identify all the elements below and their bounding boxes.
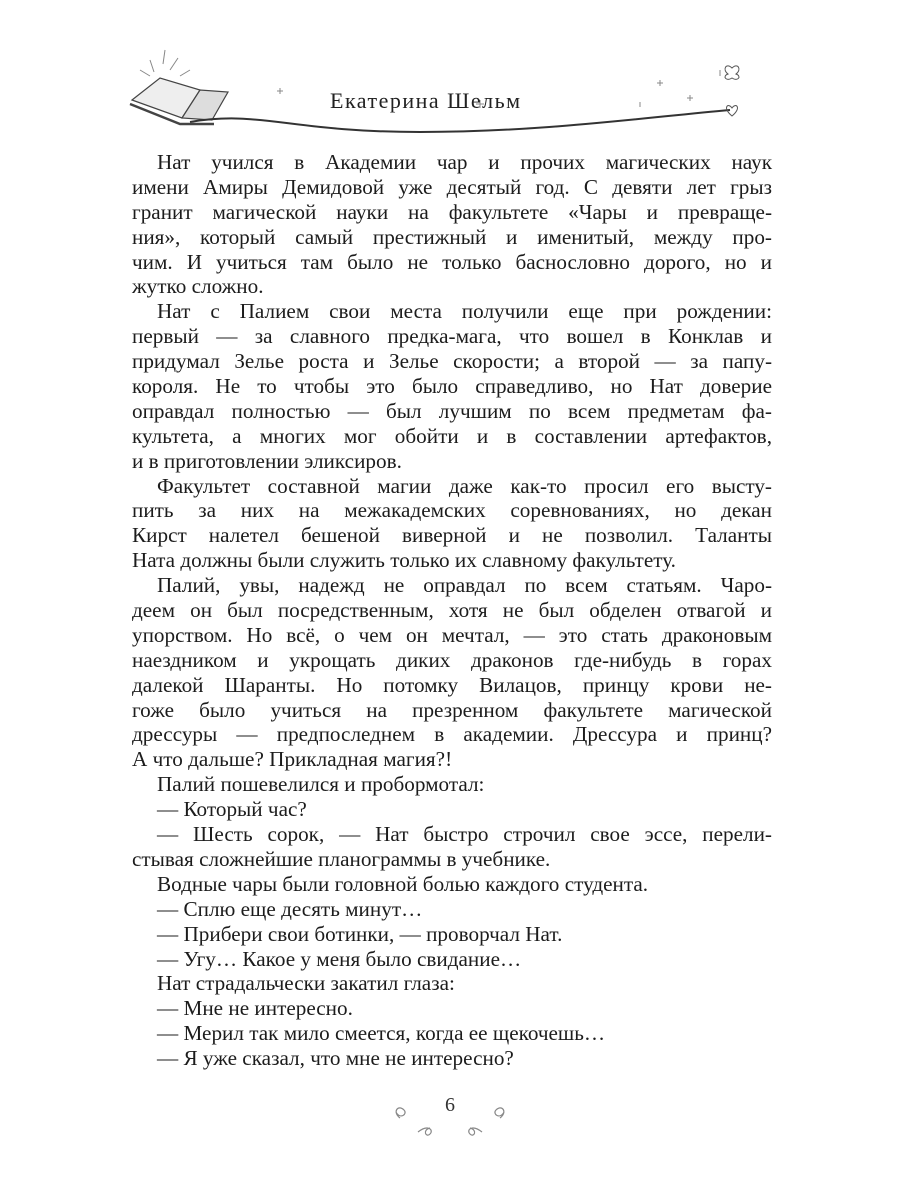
text-line: короля. Не то чтобы это было справедливо, но Нат доверие — [132, 374, 772, 399]
paragraph — [132, 872, 772, 897]
page-number: 6 — [445, 1094, 455, 1116]
text-line: Палий пошевелился и пробормотал: — [157, 772, 485, 797]
text-line: Нат с Палием свои места получили еще при рождении: — [157, 299, 772, 324]
paragraph — [132, 474, 772, 574]
text-line: Нат страдальчески закатил глаза: — [157, 971, 455, 996]
text-line: упорством. Но всё, о чем он мечтал, — это стать драконовым — [132, 622, 772, 647]
text-line: стывая сложнейшие планограммы в учебнике. — [132, 846, 551, 871]
paragraph — [132, 772, 772, 797]
paragraph — [132, 996, 772, 1021]
paragraph — [132, 1046, 772, 1071]
paragraph — [132, 947, 772, 972]
running-title: Екатерина Шельм — [330, 88, 522, 113]
text-line: — Я уже сказал, что мне не интересно? — [157, 1046, 514, 1071]
butterfly-icon — [725, 66, 739, 80]
text-line: Водные чары были головной болью каждого студента. — [157, 871, 649, 896]
paragraph — [132, 573, 772, 772]
text-line: чим. И учиться там было не только баснословно дорого, но и — [132, 249, 772, 274]
page-body-text — [132, 150, 772, 1071]
text-line: придумал Зелье роста и Зелье скорости; а второй — за папу- — [132, 349, 772, 374]
text-line: — Шесть сорок, — Нат быстро строчил свое эссе, перели- — [157, 822, 772, 847]
open-book-icon — [130, 78, 228, 124]
paragraph — [132, 971, 772, 996]
paragraph — [132, 922, 772, 947]
text-line: дрессуры — предпоследнем в академии. Дрессура и принц? — [132, 722, 772, 747]
text-line: далекой Шаранты. Но потомку Вилацов, принцу крови не- — [132, 672, 772, 697]
text-line: Нат учился в Академии чар и прочих магических наук — [157, 150, 772, 174]
text-line: пить за них на межакадемских соревнованиях, но декан — [132, 498, 772, 523]
paragraph — [132, 1021, 772, 1046]
text-line: и в приготовлении эликсиров. — [132, 448, 402, 473]
text-line: Кирст налетел бешеной виверной и не позволил. Таланты — [132, 523, 772, 548]
text-line: жутко сложно. — [132, 274, 264, 299]
text-line: — Сплю еще десять минут… — [157, 896, 423, 921]
text-line: Ната должны были служить только их славному факультету. — [132, 548, 676, 573]
paragraph — [132, 797, 772, 822]
paragraph — [132, 897, 772, 922]
text-line: имени Амиры Демидовой уже десятый год. С девяти лет грыз — [132, 174, 772, 199]
text-line: культета, а многих мог обойти и в составлении артефактов, — [132, 423, 772, 448]
running-header — [120, 40, 760, 140]
text-line: деем он был посредственным, хотя не был обделен отвагой и — [132, 598, 772, 623]
text-line: наездником и укрощать диких драконов где-нибудь в горах — [132, 647, 772, 672]
text-line: — Прибери свои ботинки, — проворчал Нат. — [157, 921, 563, 946]
text-line: гранит магической науки на факультете «Чары и превраще- — [132, 199, 772, 224]
text-line: — Угу… Какое у меня было свидание… — [157, 946, 522, 971]
text-line: первый — за славного предка-мага, что вошел в Конклав и — [132, 324, 772, 349]
text-line: оправдал полностью — был лучшим по всем предметам фа- — [132, 398, 772, 423]
text-line: гоже было учиться на презренном факультете магической — [132, 697, 772, 722]
text-line: Палий, увы, надежд не оправдал по всем статьям. Чаро- — [157, 573, 772, 598]
page-footer — [340, 1090, 560, 1140]
text-line: А что дальше? Прикладная магия?! — [132, 747, 453, 772]
paragraph — [132, 822, 772, 872]
text-line: — Мерил так мило смеется, когда ее щекочешь… — [157, 1021, 606, 1046]
text-line: — Мне не интересно. — [157, 996, 353, 1021]
text-line: ния», который самый престижный и именитый, между про- — [132, 224, 772, 249]
text-line: — Который час? — [157, 797, 307, 822]
paragraph — [132, 150, 772, 299]
text-line: Факультет составной магии даже как-то просил его высту- — [157, 473, 772, 498]
paragraph — [132, 299, 772, 473]
